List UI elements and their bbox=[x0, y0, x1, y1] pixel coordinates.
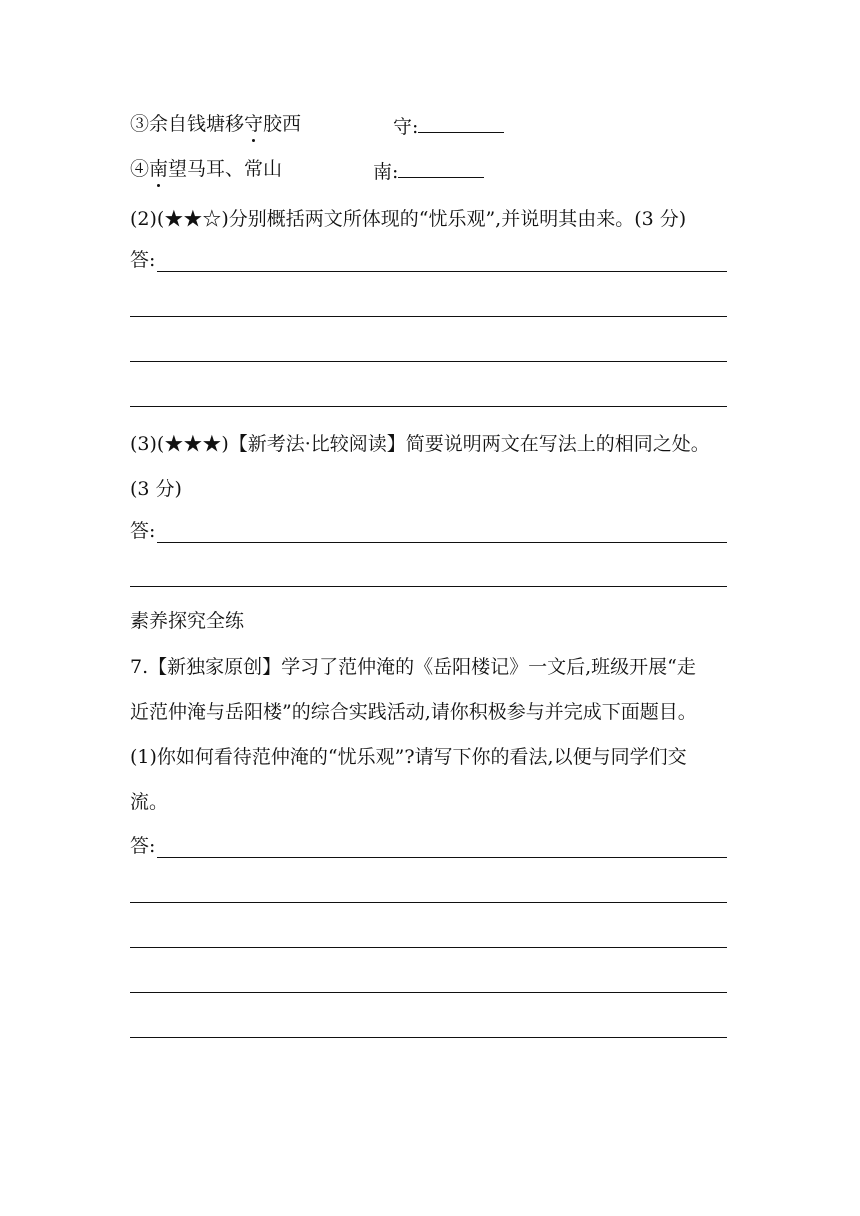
q3-text-pre: ③余自钱塘移 bbox=[130, 113, 245, 135]
q3-answer-blank[interactable] bbox=[418, 112, 504, 133]
question-item-4 bbox=[130, 157, 282, 181]
question-7-line-2: 近范仲淹与岳阳楼”的综合实践活动,请你积极参与并完成下面题目。 bbox=[130, 701, 697, 723]
question-3-prompt: (3)(★★★)【新考法·比较阅读】简要说明两文在写法上的相同之处。 bbox=[130, 433, 710, 455]
q2-answer-field[interactable] bbox=[130, 248, 155, 272]
q3-dotted-char: 守 bbox=[244, 113, 264, 135]
q2-answer-rule-4[interactable] bbox=[130, 406, 727, 407]
q2-answer-label: 答: bbox=[130, 249, 156, 271]
q2-answer-rule-3[interactable] bbox=[130, 361, 727, 362]
q2-answer-rule-1[interactable] bbox=[157, 271, 727, 272]
q3-text-post: 胶西 bbox=[263, 113, 302, 135]
question-3-score: (3 分) bbox=[130, 478, 182, 500]
q3-answer-field[interactable] bbox=[393, 112, 504, 139]
q7-answer-field[interactable] bbox=[130, 834, 155, 858]
q4-dotted-char: 南 bbox=[149, 158, 169, 180]
question-7-line-1: 7.【新独家原创】学习了范仲淹的《岳阳楼记》一文后,班级开展“走 bbox=[130, 656, 696, 678]
section-title: 素养探究全练 bbox=[130, 610, 245, 632]
q4-text-pre: ④ bbox=[130, 158, 150, 180]
q2-answer-rule-2[interactable] bbox=[130, 316, 727, 317]
q7-answer-rule-1[interactable] bbox=[157, 857, 727, 858]
q3-answer-rule-2[interactable] bbox=[130, 586, 727, 587]
q4-answer-field[interactable] bbox=[373, 157, 484, 184]
question-7-1-line-2: 流。 bbox=[130, 791, 169, 813]
q4-answer-label: 南: bbox=[373, 161, 399, 183]
question-item-3 bbox=[130, 112, 301, 136]
question-2-prompt: (2)(★★☆)分别概括两文所体现的“忧乐观”,并说明其由来。(3 分) bbox=[130, 208, 687, 230]
q7-answer-rule-3[interactable] bbox=[130, 947, 727, 948]
q7-answer-rule-2[interactable] bbox=[130, 902, 727, 903]
q4-text-post: 望马耳、常山 bbox=[168, 158, 283, 180]
q4-answer-blank[interactable] bbox=[398, 157, 484, 178]
q7-answer-rule-5[interactable] bbox=[130, 1037, 727, 1038]
question-7-1-line-1: (1)你如何看待范仲淹的“忧乐观”?请写下你的看法,以便与同学们交 bbox=[130, 746, 687, 768]
q7-answer-label: 答: bbox=[130, 835, 156, 857]
q3-answer-rule-1[interactable] bbox=[157, 542, 727, 543]
q3-answer-field-main[interactable] bbox=[130, 519, 155, 543]
q3-answer-label: 守: bbox=[393, 116, 419, 138]
q3-answer-main-label: 答: bbox=[130, 520, 156, 542]
q7-answer-rule-4[interactable] bbox=[130, 992, 727, 993]
